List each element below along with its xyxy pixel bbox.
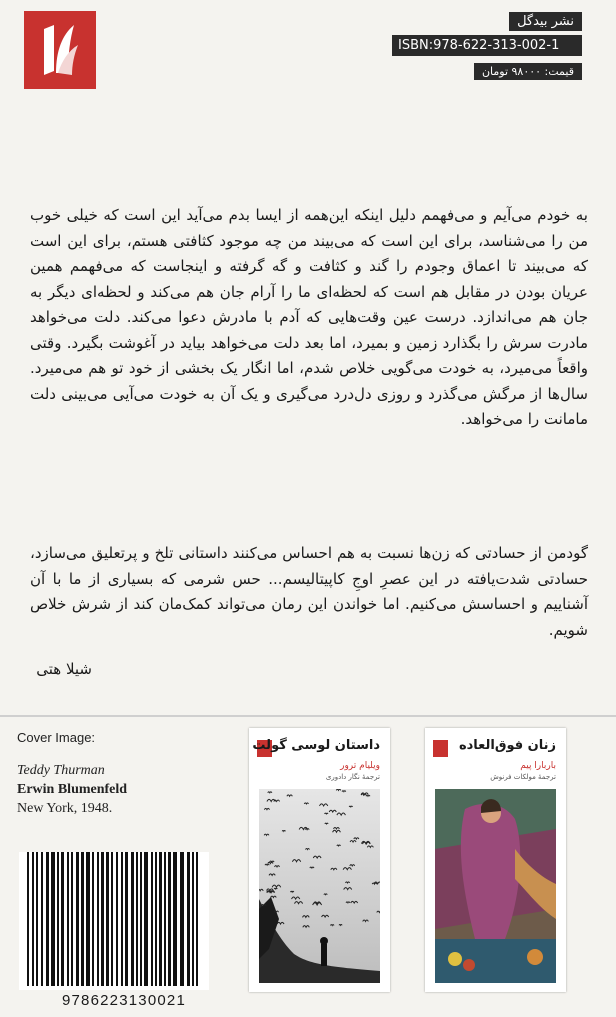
signature: شیلا هتی <box>36 660 92 678</box>
blurb-paragraph-1: به خودم می‌آیم و می‌فهمم دلیل اینکه این‌همه از ایسا بدم می‌آید این است که خیلی خوب من را می‌شناسد، برای این است که می‌بیند من چه موجود کثافتی هستم، برای این است که می‌بیند تا اعماق وجودم را گند و کثافت و گه گرفته و اینجاست که می‌فهمم همین عریان بودن در مقابل هم است که لحظه‌ای ما را آرام جان هم می‌کند و لحظه‌ای دیگر به جان هم می‌اندازد. درست عین وقت‌هایی که آدم با مادرش دعوا می‌کند. دلت می‌خواهد مادرت سرش را بگذارد زمین و بمیرد، اما بعد دلت می‌خواهد بیاید در آغوشت بگیرد. وقتی واقعاً می‌میرد، به خودت می‌گویی خلاص شدم، اما انگار یک بخشی از خود تو هم می‌میرد. سال‌ها از مرگش می‌گذرد و روزی دل‌درد می‌گیری و یک آن به خودت می‌آیی می‌بینی دلت مامانت را می‌خواهد. <box>30 206 588 428</box>
barcode-bar <box>121 852 123 986</box>
bird-mark <box>342 791 346 792</box>
mini-logo <box>433 740 448 757</box>
barcode-bar <box>27 852 29 986</box>
credit-author: Erwin Blumenfeld <box>17 782 128 797</box>
bird-mark <box>304 803 308 804</box>
credit-title: Teddy Thurman <box>17 763 105 778</box>
barcode-bar <box>36 852 38 986</box>
barcode-bar <box>140 852 142 986</box>
credit-place: New York, 1948. <box>17 801 113 816</box>
publisher-info <box>392 10 582 80</box>
credit-label: Cover Image: <box>17 730 96 745</box>
bird-mark <box>346 902 350 903</box>
bird-mark <box>345 882 349 883</box>
bird-mark <box>268 792 272 793</box>
barcode-bar <box>131 852 134 986</box>
barcode-bar <box>168 852 171 986</box>
barcode-bar <box>144 852 148 986</box>
bird-mark <box>324 894 327 895</box>
book-title: داستان لوسی گولت <box>252 738 380 753</box>
barcode-bar <box>180 852 184 986</box>
bird-mark <box>274 888 277 889</box>
bird-mark <box>325 813 328 814</box>
publisher-name: نشر بیدگل <box>509 12 582 31</box>
barcode-bar <box>41 852 43 986</box>
bird-mark <box>366 795 370 796</box>
barcode-bar <box>116 852 118 986</box>
barcode-bar <box>32 852 34 986</box>
cover-credit <box>17 728 217 818</box>
birds-photo <box>259 789 380 983</box>
book-cover-1 <box>425 728 566 992</box>
bird-mark <box>325 823 328 824</box>
bird-mark <box>349 806 352 807</box>
book-translator: ترجمهٔ مولکات فرنوش <box>490 773 556 781</box>
barcode-bars <box>27 852 201 986</box>
barcode-bar <box>196 852 198 986</box>
bird-mark <box>282 831 285 832</box>
barcode-bar <box>173 852 177 986</box>
barcode-bar <box>71 852 73 986</box>
book-title: زنان فوق‌العاده <box>458 738 556 753</box>
barcode <box>19 852 209 1009</box>
bird-mark <box>306 849 310 850</box>
book-cover-2 <box>249 728 390 992</box>
barcode-bar <box>57 852 59 986</box>
barcode-bar <box>125 852 128 986</box>
bird-mark <box>265 864 269 865</box>
barcode-bar <box>97 852 99 986</box>
book-pages-icon <box>38 21 82 79</box>
isbn-label: ISBN:978-622-313-002-1 <box>392 35 582 56</box>
barcode-bar <box>151 852 153 986</box>
bird-mark <box>330 925 334 926</box>
publisher-logo <box>24 11 96 89</box>
blurb-paragraph-2: گودمن از حسادتی که زن‌ها نسبت به هم احساس می‌کنند داستانی تلخ و پرتعلیق می‌سازد، حسادتی شدت‌یافته در این عصرِ اوجِ کاپیتالیسم... حس شرمی که بسیاری از ما با آن آشناییم و احساسش می‌کنیم. اما خواندن این رمان می‌تواند کمک‌مان کند از شرش خلاص شویم. <box>30 544 588 639</box>
barcode-bar <box>81 852 84 986</box>
bird-mark <box>290 891 293 892</box>
barcode-bar <box>136 852 138 986</box>
barcode-bar <box>111 852 113 986</box>
bird-mark <box>339 925 342 926</box>
barcode-bar <box>164 852 166 986</box>
barcode-bar <box>67 852 69 986</box>
bird-mark <box>310 867 314 868</box>
price-label: قیمت: ۹۸۰۰۰ تومان <box>474 63 582 80</box>
barcode-bar <box>155 852 157 986</box>
barcode-bar <box>106 852 109 986</box>
barcode-bar <box>92 852 94 986</box>
barcode-bar <box>86 852 90 986</box>
barcode-bar <box>46 852 49 986</box>
barcode-bar <box>159 852 162 986</box>
book-author: باربارا پیم <box>520 761 556 771</box>
painting-image <box>435 789 556 983</box>
barcode-bar <box>76 852 79 986</box>
barcode-bar <box>51 852 55 986</box>
barcode-bar <box>187 852 190 986</box>
book-author: ویلیام ترور <box>340 761 380 771</box>
barcode-bar <box>101 852 104 986</box>
barcode-number: 9786223130021 <box>61 992 187 1009</box>
bird-mark <box>337 845 341 846</box>
barcode-bar <box>61 852 64 986</box>
divider <box>0 715 616 717</box>
barcode-bar <box>192 852 194 986</box>
book-translator: ترجمهٔ نگار دادوری <box>325 773 380 781</box>
